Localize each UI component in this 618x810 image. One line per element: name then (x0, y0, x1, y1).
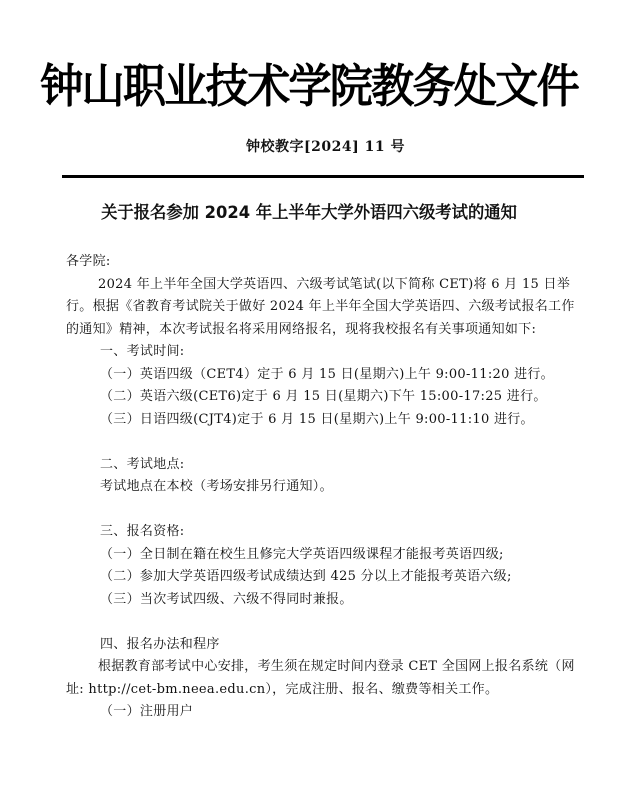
section-heading-registration: 四、报名办法和程序 (100, 636, 220, 652)
eligibility-item: （三）当次考试四级、六级不得同时兼报。 (100, 591, 353, 607)
section-gap (66, 431, 576, 454)
salutation: 各学院: (66, 254, 111, 269)
header-divider (62, 175, 584, 178)
notice-title: 关于报名参加 2024 年上半年大学外语四六级考试的通知 (101, 203, 517, 223)
registration-sub-heading: （一）注册用户 (100, 704, 194, 719)
eligibility-item: （一）全日制在籍在校生且修完大学英语四级课程才能报考英语四级; (100, 546, 504, 562)
exam-time-item: （三）日语四级(CJT4)定于 6 月 15 日(星期六)上午 9:00-11:10 进行。 (100, 411, 534, 427)
exam-location-text: 考试地点在本校（考场安排另行通知）。 (100, 479, 333, 494)
document-header-title: 钟山职业技术学院教务处文件 (40, 59, 578, 113)
eligibility-item: （二）参加大学英语四级考试成绩达到 425 分以上才能报考英语六级; (100, 569, 512, 584)
section-gap (66, 499, 576, 522)
exam-time-item: （一）英语四级（CET4）定于 6 月 15 日(星期六)上午 9:00-11:20 进行。 (100, 366, 554, 382)
section-heading-exam-time: 一、考试时间: (100, 344, 185, 359)
registration-paragraph: 根据教育部考试中心安排，考生须在规定时间内登录 CET 全国网上报名系统（网址: http://cet-bm.neea.edu.cn），完成注册、报名、缴费等相关工作。 (66, 659, 575, 697)
section-heading-exam-location: 二、考试地点: (100, 456, 185, 472)
document-number: 钟校教字[2024] 11 号 (246, 139, 405, 155)
section-gap (66, 611, 576, 634)
intro-paragraph: 2024 年上半年全国大学英语四、六级考试笔试(以下简称 CET)将 6 月 15 日举行。根据《省教育考试院关于做好 2024 年上半年全国大学英语四、六级考试报名工作的通知》精神，本次考试报名将采用网络报名，现将我校报名有关事项通知如下: (66, 276, 575, 337)
exam-time-item: （二）英语六级(CET6)定于 6 月 15 日(星期六)下午 15:00-17:25 进行。 (100, 389, 547, 404)
notice-body (66, 251, 576, 724)
section-heading-eligibility: 三、报名资格: (100, 524, 185, 539)
